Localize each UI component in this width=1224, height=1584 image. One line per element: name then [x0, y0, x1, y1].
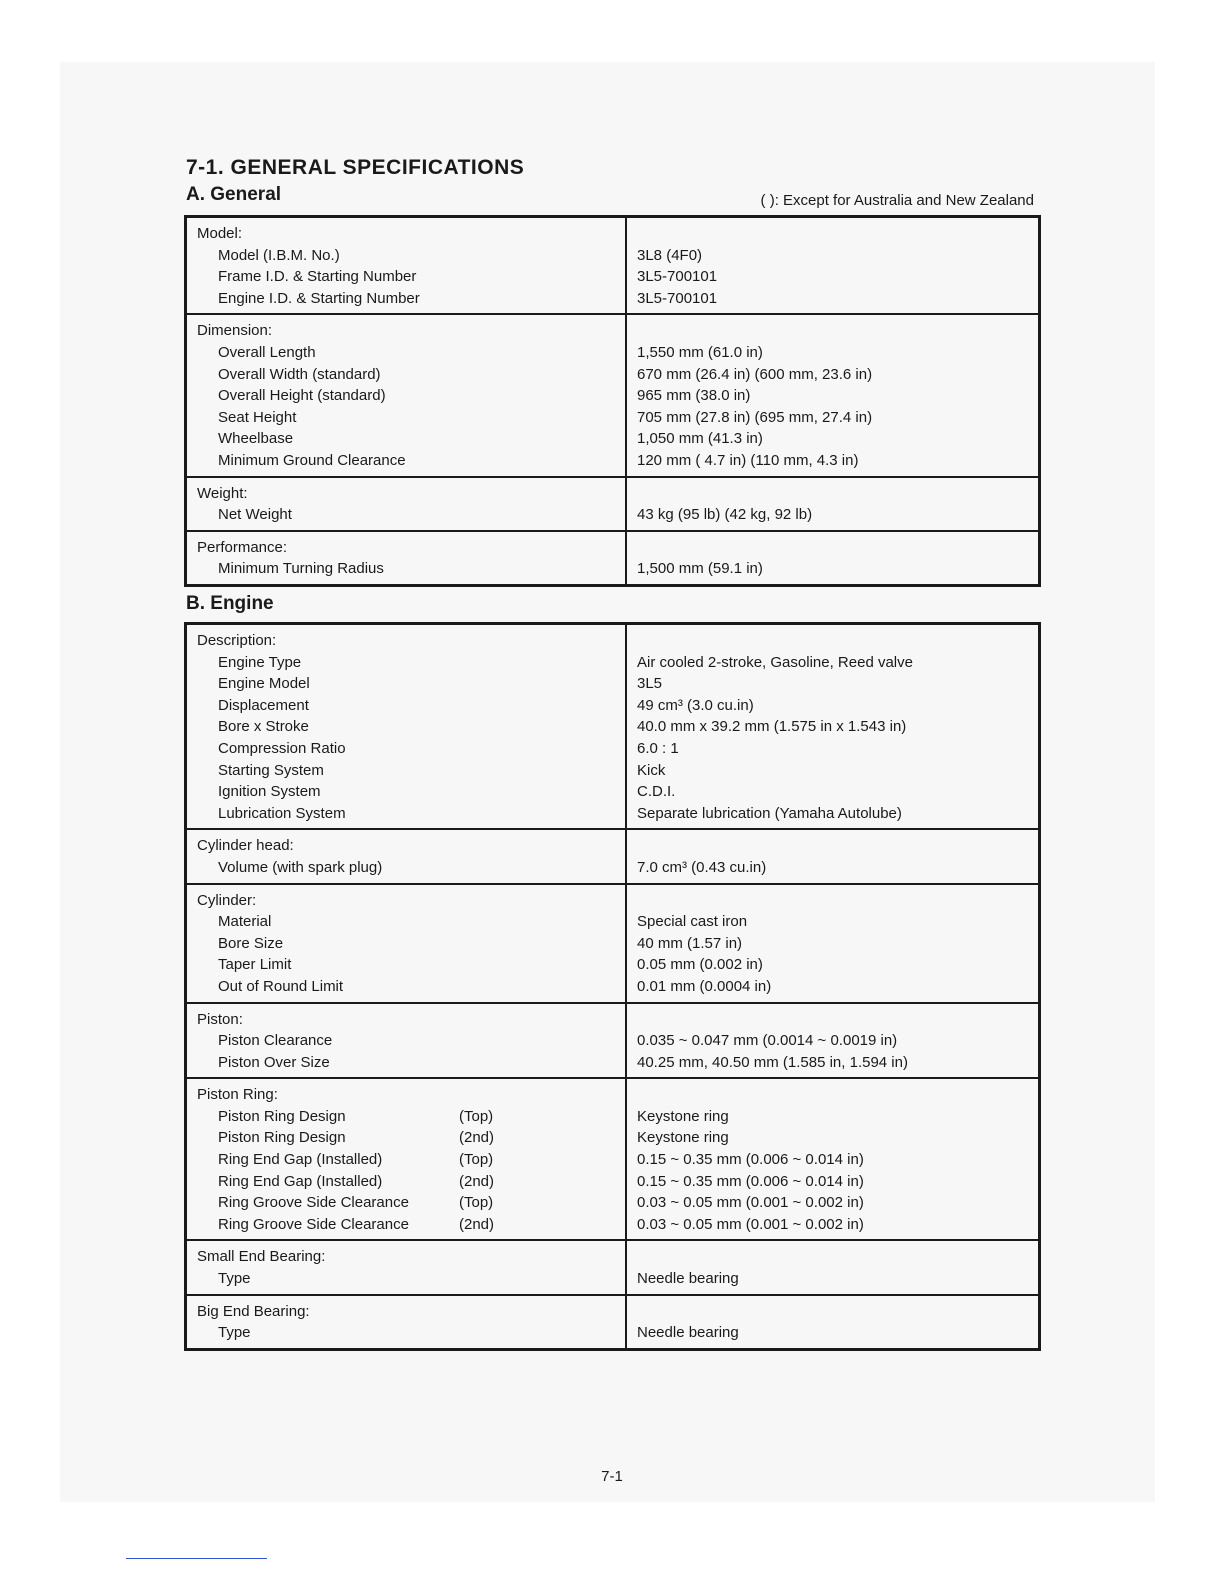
decorative-rule [126, 1558, 267, 1559]
spec-item-value: 43 kg (95 lb) (42 kg, 92 lb) [637, 506, 813, 524]
spec-item [197, 1127, 617, 1149]
spec-label-cell [186, 477, 627, 531]
spec-item-value: 670 mm (26.4 in) (600 mm, 23.6 in) [637, 365, 873, 383]
spec-value-cell [626, 1078, 1040, 1240]
spec-item-value: C.D.I. [637, 783, 676, 801]
spec-item [197, 673, 617, 695]
value-spacer [637, 1246, 1030, 1268]
spec-item [197, 1214, 617, 1236]
spec-item-value: 7.0 cm³ (0.43 cu.in) [637, 858, 767, 876]
spec-item-value: 3L5-700101 [637, 289, 718, 307]
group-header: Big End Bearing: [197, 1302, 310, 1320]
spec-item-value: 1,050 mm (41.3 in) [637, 430, 763, 448]
spec-item-value: 0.03 ~ 0.05 mm (0.001 ~ 0.002 in) [637, 1194, 864, 1212]
spec-item-value: 965 mm (38.0 in) [637, 387, 751, 405]
spec-item-label: Net Weight [218, 506, 292, 524]
spec-item [197, 1322, 617, 1344]
group-header: Dimension: [197, 322, 273, 340]
spec-item-label: Compression Ratio [218, 739, 346, 757]
spec-item [197, 1052, 617, 1074]
value-spacer [637, 483, 1030, 505]
spec-item-label: Bore x Stroke [218, 718, 309, 736]
spec-item-label: Taper Limit [218, 956, 292, 974]
value-spacer [637, 890, 1030, 912]
spec-value-cell [626, 477, 1040, 531]
spec-item-label: Lubrication System [218, 804, 346, 822]
spec-value-cell [626, 1003, 1040, 1079]
spec-item-value: 0.05 mm (0.002 in) [637, 956, 763, 974]
spec-item [197, 266, 617, 288]
spec-item-value: 0.15 ~ 0.35 mm (0.006 ~ 0.014 in) [637, 1172, 864, 1190]
spec-item-value: Keystone ring [637, 1107, 729, 1125]
spec-group-row [186, 884, 1040, 1003]
spec-item-label: Type [218, 1324, 251, 1342]
spec-value-cell [626, 829, 1040, 883]
spec-item [197, 695, 617, 717]
spec-item-label: Engine Model [218, 675, 310, 693]
spec-item-value: 1,550 mm (61.0 in) [637, 343, 763, 361]
spec-value-cell [626, 314, 1040, 476]
spec-item-value: Air cooled 2-stroke, Gasoline, Reed valve [637, 653, 913, 671]
value-spacer [637, 630, 1030, 652]
spec-label-cell [186, 624, 627, 830]
spec-item [197, 428, 617, 450]
value-spacer [637, 537, 1030, 559]
spec-item-position: (2nd) [459, 1129, 495, 1147]
group-header: Performance: [197, 538, 288, 556]
spec-label-cell [186, 1003, 627, 1079]
section-a-heading: A. General [186, 184, 282, 205]
group-header: Cylinder head: [197, 837, 294, 855]
spec-item-value: 0.15 ~ 0.35 mm (0.006 ~ 0.014 in) [637, 1151, 864, 1169]
spec-value-cell [626, 217, 1040, 315]
spec-item-label: Model (I.B.M. No.) [218, 246, 340, 264]
spec-item [197, 1106, 617, 1128]
spec-label-cell [186, 531, 627, 586]
group-header: Model: [197, 225, 243, 242]
spec-label-cell [186, 884, 627, 1003]
engine-spec-table [184, 622, 1041, 1351]
spec-item-label: Displacement [218, 696, 309, 714]
spec-item [197, 450, 617, 472]
spec-item [197, 407, 617, 429]
section-b-heading: B. Engine [186, 593, 274, 614]
spec-item-label: Out of Round Limit [218, 977, 344, 995]
spec-item-value: Needle bearing [637, 1270, 739, 1288]
spec-item-label: Ring End Gap (Installed) [218, 1151, 383, 1169]
spec-item-value: 3L5 [637, 675, 663, 693]
spec-group-row [186, 624, 1040, 830]
spec-item-position: (2nd) [459, 1215, 495, 1233]
spec-item-value: 3L8 (4F0) [637, 246, 703, 264]
value-spacer [637, 1084, 1030, 1106]
spec-value-cell [626, 884, 1040, 1003]
spec-item [197, 803, 617, 825]
spec-item [197, 1149, 617, 1171]
spec-item-value: 40 mm (1.57 in) [637, 934, 743, 952]
spec-item [197, 738, 617, 760]
spec-item [197, 385, 617, 407]
spec-item-label: Piston Ring Design [218, 1129, 346, 1147]
spec-item-value: 705 mm (27.8 in) (695 mm, 27.4 in) [637, 408, 873, 426]
spec-item-value: Kick [637, 761, 666, 779]
spec-item-position: (Top) [459, 1151, 494, 1169]
group-header: Weight: [197, 484, 248, 502]
spec-item [197, 954, 617, 976]
spec-item-label: Frame I.D. & Starting Number [218, 268, 417, 286]
spec-label-cell [186, 1295, 627, 1350]
spec-item-value: 40.25 mm, 40.50 mm (1.585 in, 1.594 in) [637, 1053, 908, 1071]
spec-item-value: 0.035 ~ 0.047 mm (0.0014 ~ 0.0019 in) [637, 1032, 898, 1050]
spec-group-row [186, 1240, 1040, 1294]
spec-item [197, 652, 617, 674]
spec-item-label: Overall Height (standard) [218, 387, 386, 405]
spec-item-value: Needle bearing [637, 1324, 739, 1342]
spec-item-label: Bore Size [218, 934, 284, 952]
value-spacer [637, 1009, 1030, 1031]
general-spec-table [184, 215, 1041, 587]
spec-item [197, 1268, 617, 1290]
spec-label-cell [186, 1240, 627, 1294]
spec-item-label: Piston Ring Design [218, 1107, 346, 1125]
spec-item [197, 911, 617, 933]
spec-item-position: (2nd) [459, 1172, 495, 1190]
spec-group-row [186, 531, 1040, 586]
spec-item-label: Seat Height [218, 408, 297, 426]
spec-item [197, 558, 617, 580]
spec-value-cell [626, 1295, 1040, 1350]
spec-item [197, 1030, 617, 1052]
group-header: Small End Bearing: [197, 1248, 326, 1266]
spec-item [197, 760, 617, 782]
spec-group-row [186, 1078, 1040, 1240]
spec-item-label: Material [218, 913, 272, 931]
value-spacer [637, 1301, 1030, 1323]
spec-item-value: Special cast iron [637, 913, 748, 931]
spec-item-value: 1,500 mm (59.1 in) [637, 560, 763, 578]
group-header: Cylinder: [197, 891, 257, 909]
spec-group-row [186, 217, 1040, 315]
spec-group-row [186, 1295, 1040, 1350]
spec-item-value: Separate lubrication (Yamaha Autolube) [637, 804, 902, 822]
spec-item-value: Keystone ring [637, 1129, 729, 1147]
spec-item-label: Type [218, 1270, 251, 1288]
spec-group-row [186, 477, 1040, 531]
spec-item-label: Engine I.D. & Starting Number [218, 289, 420, 307]
spec-item-value: 40.0 mm x 39.2 mm (1.575 in x 1.543 in) [637, 718, 907, 736]
spec-item-value: 120 mm ( 4.7 in) (110 mm, 4.3 in) [637, 451, 859, 469]
value-spacer [637, 835, 1030, 857]
spec-item [197, 364, 617, 386]
spec-value-cell [626, 624, 1040, 830]
spec-item-label: Wheelbase [218, 430, 294, 448]
spec-item [197, 976, 617, 998]
group-header: Piston: [197, 1010, 243, 1028]
spec-group-row [186, 314, 1040, 476]
spec-value-cell [626, 1240, 1040, 1294]
spec-item-value: 0.03 ~ 0.05 mm (0.001 ~ 0.002 in) [637, 1215, 864, 1233]
spec-group-row [186, 1003, 1040, 1079]
spec-item [197, 1171, 617, 1193]
spec-item [197, 245, 617, 267]
spec-label-cell [186, 314, 627, 476]
spec-item-position: (Top) [459, 1194, 494, 1212]
spec-label-cell [186, 829, 627, 883]
spec-item-value: 6.0 : 1 [637, 739, 679, 757]
group-header: Piston Ring: [197, 1086, 278, 1104]
spec-item [197, 716, 617, 738]
spec-item [197, 933, 617, 955]
spec-item [197, 288, 617, 310]
section-a-note: ( ): Except for Australia and New Zealand [760, 192, 1034, 209]
spec-item-label: Volume (with spark plug) [218, 858, 383, 876]
spec-item-label: Ring Groove Side Clearance [218, 1194, 409, 1212]
spec-label-cell [186, 1078, 627, 1240]
spec-item-label: Piston Over Size [218, 1053, 330, 1071]
spec-value-cell [626, 531, 1040, 586]
page-number: 7-1 [601, 1468, 623, 1485]
spec-item [197, 857, 617, 879]
spec-item-position: (Top) [459, 1107, 494, 1125]
spec-label-cell [186, 217, 627, 315]
value-spacer [637, 320, 1030, 342]
spec-item-label: Minimum Turning Radius [218, 560, 384, 578]
spec-item [197, 504, 617, 526]
spec-item-label: Starting System [218, 761, 324, 779]
spec-item-label: Ignition System [218, 783, 321, 801]
spec-item [197, 342, 617, 364]
spec-item-label: Ring Groove Side Clearance [218, 1215, 409, 1233]
value-spacer [637, 223, 1030, 245]
page-title: 7-1. GENERAL SPECIFICATIONS [186, 156, 525, 179]
spec-item-label: Piston Clearance [218, 1032, 333, 1050]
spec-item-value: 49 cm³ (3.0 cu.in) [637, 696, 754, 714]
spec-group-row [186, 829, 1040, 883]
spec-item-value: 3L5-700101 [637, 268, 718, 286]
spec-item [197, 1192, 617, 1214]
spec-item-label: Ring End Gap (Installed) [218, 1172, 383, 1190]
spec-item-label: Overall Length [218, 343, 316, 361]
spec-item-label: Engine Type [218, 653, 302, 671]
spec-item-label: Minimum Ground Clearance [218, 451, 406, 469]
spec-item-label: Overall Width (standard) [218, 365, 381, 383]
spec-item [197, 781, 617, 803]
group-header: Description: [197, 632, 277, 649]
spec-item-value: 0.01 mm (0.0004 in) [637, 977, 772, 995]
